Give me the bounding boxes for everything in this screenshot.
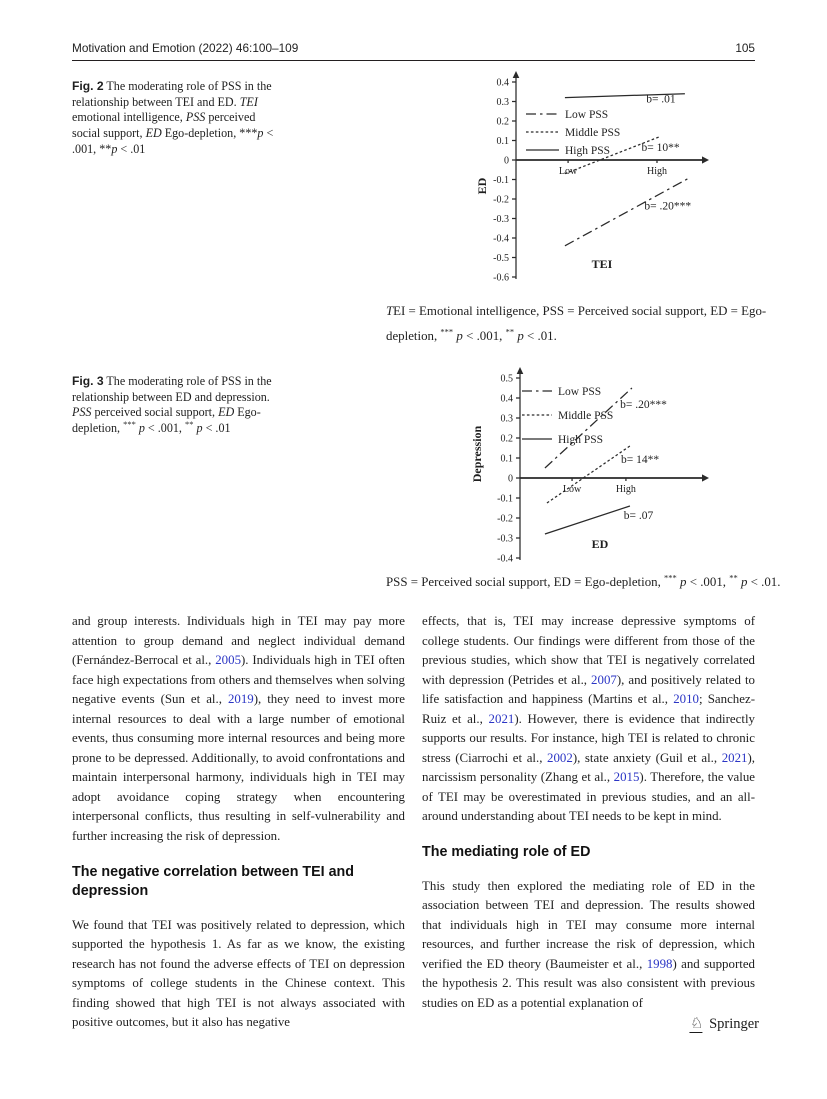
citation-link[interactable]: 2007 [591,672,617,687]
y-tick-label: -0.2 [497,513,513,525]
y-tick-label: 0.2 [500,433,513,445]
x-tick-label: High [646,166,667,177]
legend-label: Middle PSS [565,126,621,139]
citation-link[interactable]: 2002 [547,750,573,765]
y-tick-label: 0.2 [496,116,509,128]
y-tick-label: -0.1 [493,174,509,186]
y-tick-label: -0.3 [497,533,513,545]
legend-label: Low PSS [565,108,609,121]
x-tick-label: Low [558,166,578,177]
y-tick-label: 0.1 [496,135,509,147]
y-tick-label: 0.4 [500,393,513,405]
legend-label: High PSS [558,433,604,446]
springer-logo-icon: ♘ [689,1014,704,1032]
page-number: 105 [735,41,755,55]
body-paragraph: This study then explored the mediating role of ED in the association between TEI and depression. The results showed that individuals high in TEI may consume more internal resources, and further increase the risk of depression, which verified the ED theory (Baumeister et al., 1998) and supported the hypothesis 2. This result was also consistent with previous studies on ED as a potential explanation of [422,878,755,1010]
legend-label: High PSS [565,144,611,157]
y-tick-label: 0.3 [496,96,509,108]
citation-link[interactable]: 2019 [227,692,254,707]
y-tick-label: 0.4 [496,77,509,89]
b-coefficient-label: b= .07 [623,510,654,522]
publisher-name: Springer [709,1016,759,1032]
citation-link[interactable]: 1998 [646,956,673,971]
y-axis-arrow [513,71,520,78]
y-tick-label: 0.5 [500,373,513,385]
b-coefficient-label: b= 10** [641,142,680,155]
citation-link[interactable]: 2015 [613,770,640,785]
series-line [545,385,632,468]
series-line [545,506,630,534]
x-tick-label: High [615,484,636,495]
citation-link[interactable]: 2010 [673,692,699,707]
x-tick-label: Low [562,484,582,495]
figure3-note: PSS = Perceived social support, ED = Ego-depletion, *** p < .001, ** p < .01. [386,572,781,589]
figure2-note: TEI = Emotional intelligence, PSS = Perceived social support, ED = Ego-depletion, *** p < .001, ** p < .01. [386,304,767,343]
legend-label: Middle PSS [558,409,614,422]
legend-label: Low PSS [558,385,602,398]
publisher-footer [690,1016,759,1033]
x-axis-label: TEI [591,257,613,271]
b-coefficient-label: b= .20*** [644,200,692,213]
right-column [422,612,755,1033]
y-tick-label: -0.3 [493,213,509,225]
page-header [72,41,755,55]
citation-link[interactable]: 2021 [721,750,748,765]
y-tick-label: -0.4 [497,553,513,565]
body-paragraph: and group interests. Individuals high in TEI may pay more attention to group demand and neglect individual demand (Fernández-Berrocal et al., 2005). Individuals high in TEI often face high expectations from others and themselves when solving negative events (Sun et al., 2019), they need to invest more internal resources to deal with a large number of emotional events, thus consuming more internal resources and being more prone to be depressed. Additionally, to avoid confrontations and maintain interpersonal harmony, individuals high in TEI may adopt avoidance coping strategy when encountering interpersonal conflicts, thus resulting in self-vulnerability and further increasing the risk of depression. [72,614,405,844]
citation-link[interactable]: 2021 [488,711,515,726]
journal-citation: Motivation and Emotion (2022) 46:100–109 [72,41,299,55]
b-coefficient-label: b= 14** [621,454,660,466]
figure3-caption: Fig. 3 The moderating role of PSS in the relationship between ED and depression. PSS perceived social support, ED Ego-depletion, *** p < .001, ** p < .01 [72,374,272,436]
section-heading: The negative correlation between TEI and depression [72,863,355,900]
citation-link[interactable]: 2005 [215,653,242,668]
header-rule [72,60,755,61]
y-tick-label: -0.4 [493,233,509,245]
body-paragraph: effects, that is, TEI may increase depressive symptoms of college students. Our findings were different from those of the previous studies, which show that TEI is negatively correlated with depression (Petrides et al., 2007), and positively related to life satisfaction and happiness (Martins et al., 2010; Sanchez-Ruiz et al., 2021). However, there is evidence that indirectly supports our results. For instance, high TEI is related to chronic stress (Ciarrochi et al., 2002), state anxiety (Guil et al., 2021), narcissism personality (Zhang et al., 2015). Therefore, the value of TEI may be overestimated in previous studies, and an all-around understanding about TEI needs to be kept in mind. [422,614,755,824]
y-axis-label: ED [475,177,489,195]
body-paragraph: We found that TEI was positively related to depression, which supported the hypothesis 1. As far as we know, the existing research has not found the adverse effects of TEI on depression symptoms of college students in the Chinese context. This finding showed that high TEI is not always associated with positive outcomes, but it also has negative [72,917,405,1030]
x-axis-arrow [702,156,709,163]
x-axis-arrow [702,474,709,481]
section-heading: The mediating role of ED [422,844,591,861]
figure2-caption: Fig. 2 The moderating role of PSS in the relationship between TEI and ED. TEI emotional intelligence, PSS perceived social support, ED Ego-depletion, ***p < .001, **p < .01 [72,79,274,156]
y-tick-label: 0 [508,473,513,485]
y-axis-label: Depression [470,425,484,483]
left-column [72,612,405,1033]
x-axis-label: ED [591,537,609,551]
y-tick-label: 0 [504,155,509,167]
y-tick-label: 0.1 [500,453,513,465]
b-coefficient-label: b= .20*** [620,399,667,411]
y-tick-label: -0.5 [493,252,509,264]
figure3-chart [450,366,720,578]
y-axis-arrow [517,367,524,374]
y-tick-label: -0.1 [497,493,513,505]
y-tick-label: -0.2 [493,194,509,206]
b-coefficient-label: b= .01 [646,93,676,106]
y-tick-label: 0.3 [500,413,513,425]
y-tick-label: -0.6 [493,272,509,284]
figure2-chart [450,70,720,302]
body-columns [72,612,755,1033]
